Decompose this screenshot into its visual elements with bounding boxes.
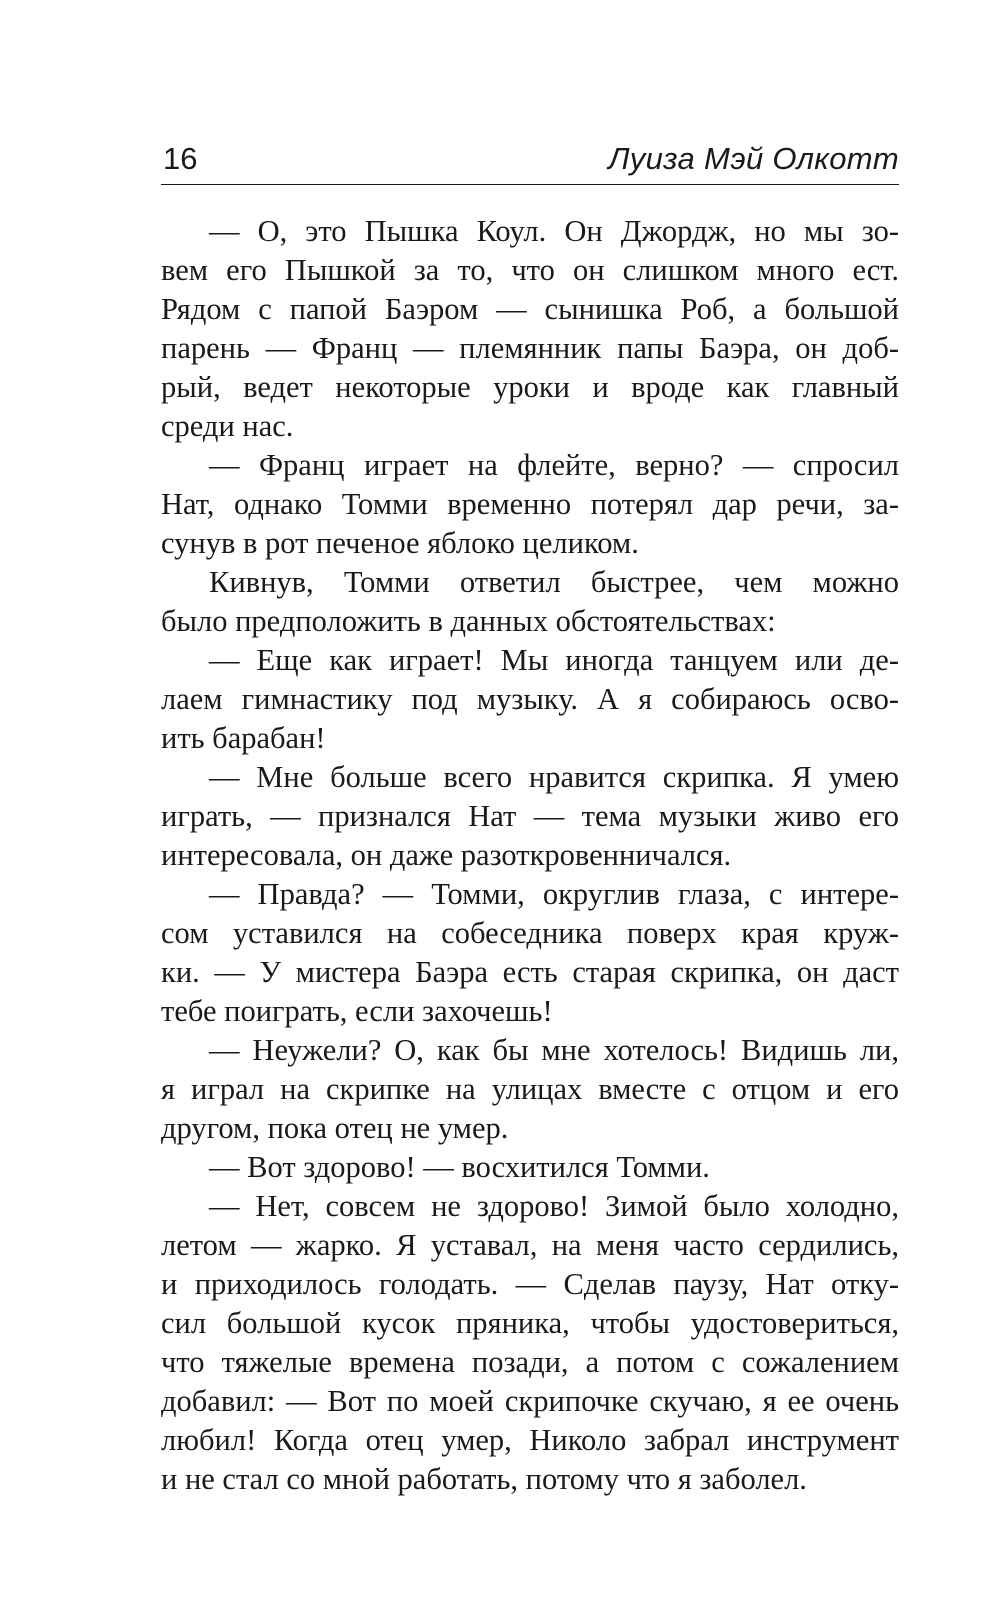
page-header <box>161 140 899 185</box>
text-line: парень — Франц — племянник папы Баэра, он доб- <box>161 331 899 365</box>
body-text <box>161 212 899 1499</box>
text-line: — Вот здорово! — восхитился Томми. <box>209 1150 710 1184</box>
text-line: Кивнув, Томми ответил быстрее, чем можно <box>209 565 899 599</box>
text-line: — Еще как играет! Мы иногда танцуем или де- <box>209 643 899 677</box>
text-line: — Франц играет на флейте, верно? — спросил <box>209 448 899 482</box>
text-line: среди нас. <box>161 409 294 443</box>
text-line: ить барабан! <box>161 721 326 755</box>
text-line: — Мне больше всего нравится скрипка. Я умею <box>209 760 899 794</box>
text-line: — Нет, совсем не здорово! Зимой было холодно, <box>209 1189 899 1223</box>
text-line: летом — жарко. Я уставал, на меня часто сердились, <box>161 1228 899 1262</box>
text-line: я играл на скрипке на улицах вместе с отцом и его <box>161 1072 899 1106</box>
text-line: рый, ведет некоторые уроки и вроде как главный <box>161 370 899 404</box>
text-line: интересовала, он даже разоткровенничался. <box>161 838 732 872</box>
text-line: Нат, однако Томми временно потерял дар речи, за- <box>161 487 899 521</box>
text-line: и приходилось голодать. — Сделав паузу, Нат отку- <box>161 1267 899 1301</box>
text-line: и не стал со мной работать, потому что я заболел. <box>161 1462 807 1496</box>
text-line: ки. — У мистера Баэра есть старая скрипка, он даст <box>161 955 899 989</box>
page-number: 16 <box>163 141 198 176</box>
text-line: любил! Когда отец умер, Николо забрал инструмент <box>161 1423 899 1457</box>
text-line: — Правда? — Томми, округлив глаза, с интере- <box>209 877 899 911</box>
text-line: играть, — признался Нат — тема музыки живо его <box>161 799 899 833</box>
text-line: — Неужели? О, как бы мне хотелось! Видишь ли, <box>209 1033 899 1067</box>
text-line: сил большой кусок пряника, чтобы удостовериться, <box>161 1306 899 1340</box>
text-line: тебе поиграть, если захочешь! <box>161 994 553 1028</box>
running-head-author: Луиза Мэй Олкотт <box>608 141 899 176</box>
text-line: что тяжелые времена позади, а потом с сожалением <box>161 1345 899 1379</box>
text-line: сунув в рот печеное яблоко целиком. <box>161 526 639 560</box>
text-line: вем его Пышкой за то, что он слишком много ест. <box>161 253 899 287</box>
text-line: было предположить в данных обстоятельствах: <box>161 604 776 638</box>
text-line: добавил: — Вот по моей скрипочке скучаю, я ее очень <box>161 1384 899 1418</box>
text-line: — О, это Пышка Коул. Он Джордж, но мы зо- <box>209 214 899 248</box>
text-line: другом, пока отец не умер. <box>161 1111 509 1145</box>
text-line: лаем гимнастику под музыку. А я собираюсь осво- <box>161 682 899 716</box>
text-line: сом уставился на собеседника поверх края круж- <box>161 916 899 950</box>
text-line: Рядом с папой Баэром — сынишка Роб, а большой <box>161 292 899 326</box>
book-page <box>161 0 899 1616</box>
